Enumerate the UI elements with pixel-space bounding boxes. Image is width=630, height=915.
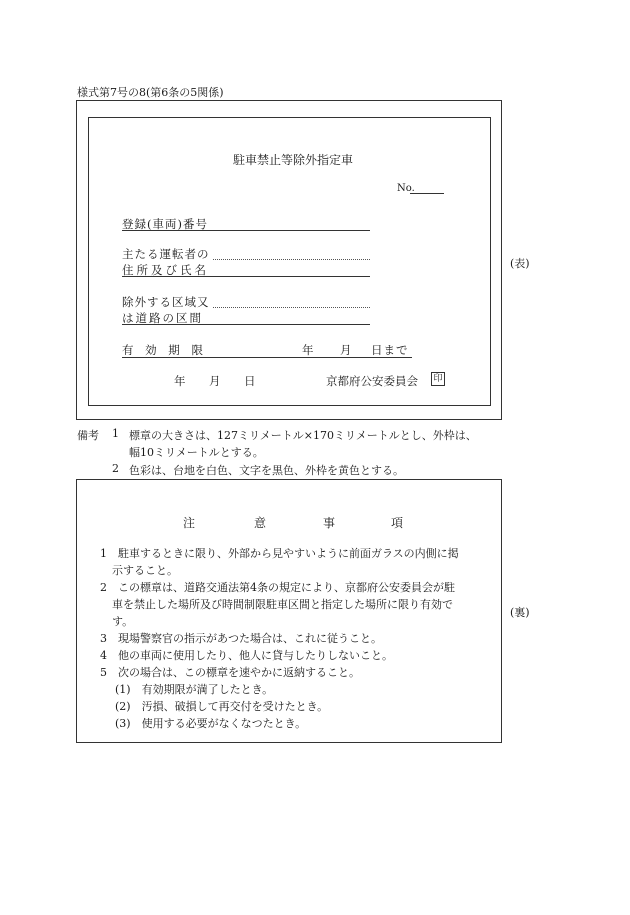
seal-mark: 印 [431,372,445,386]
driver-line [122,276,370,277]
validity-month: 月 [340,343,353,357]
caution-item4: 4 他の車両に使用したり、他人に貸与したりしないこと。 [100,649,393,662]
front-side-label: (表) [510,257,530,270]
caution-sub2: (2) 汚損、破損して再交付を受けたとき。 [115,700,329,713]
area-label-line2: は道路の区間 [122,311,203,325]
area-label-line1: 除外する区域又 [122,295,210,309]
area-line [122,324,370,325]
number-label: No. [397,183,415,194]
validity-label: 有 効 期 限 [122,343,207,357]
driver-label-line2: 住所及び氏名 [122,263,209,277]
caution-sub1: (1) 有効期限が満了したとき。 [115,683,274,696]
caution-item3: 3 現場警察官の指示があつた場合は、これに従うこと。 [100,632,382,645]
form-title: 様式第7号の8(第6条の5関係) [77,86,224,99]
caution-item2-line3: す。 [112,615,134,628]
back-side-label: (裏) [510,606,530,619]
badge-title: 駐車禁止等除外指定車 [233,153,354,167]
caution-title-char4: 項 [391,516,404,530]
caution-item2-line1: 2 この標章は、道路交通法第4条の規定により、京都府公安委員会が駐 [100,581,455,594]
notes-item1-number: 1 [112,427,119,440]
caution-item1-line1: 1 駐車するときに限り、外部から見やすいように前面ガラスの内側に掲 [100,547,459,560]
issue-year: 年 [174,374,187,388]
validity-year: 年 [302,343,315,357]
caution-item1-line2: 示すること。 [112,564,178,577]
issue-day: 日 [244,374,257,388]
caution-item5: 5 次の場合は、この標章を速やかに返納すること。 [100,666,360,679]
number-line [410,193,444,194]
driver-label-line1: 主たる運転者の [122,247,210,261]
notes-item1-line2: 幅10ミリメートルとする。 [129,446,264,459]
validity-line [122,357,412,358]
area-dotted-line [213,307,370,308]
notes-item2-line1: 色彩は、台地を白色、文字を黒色、外枠を黄色とする。 [129,464,404,477]
validity-until: 日まで [371,343,409,357]
notes-heading: 備考 [77,429,99,442]
caution-item2-line2: 車を禁止した場所及び時間制限駐車区間と指定した場所に限り有効で [112,598,453,611]
notes-item1-line1: 標章の大きさは、127ミリメートル×170ミリメートルとし、外枠は、 [129,429,477,442]
caution-sub3: (3) 使用する必要がなくなつたとき。 [115,717,307,730]
registration-label: 登録(車両)番号 [122,217,208,231]
caution-title-char3: 事 [323,516,336,530]
registration-line [122,230,370,231]
notes-item2-number: 2 [112,462,119,475]
issue-month: 月 [209,374,222,388]
driver-dotted-line [213,259,370,260]
caution-title-char1: 注 [183,516,196,530]
issuer-name: 京都府公安委員会 [326,374,418,388]
caution-title-char2: 意 [254,516,267,530]
